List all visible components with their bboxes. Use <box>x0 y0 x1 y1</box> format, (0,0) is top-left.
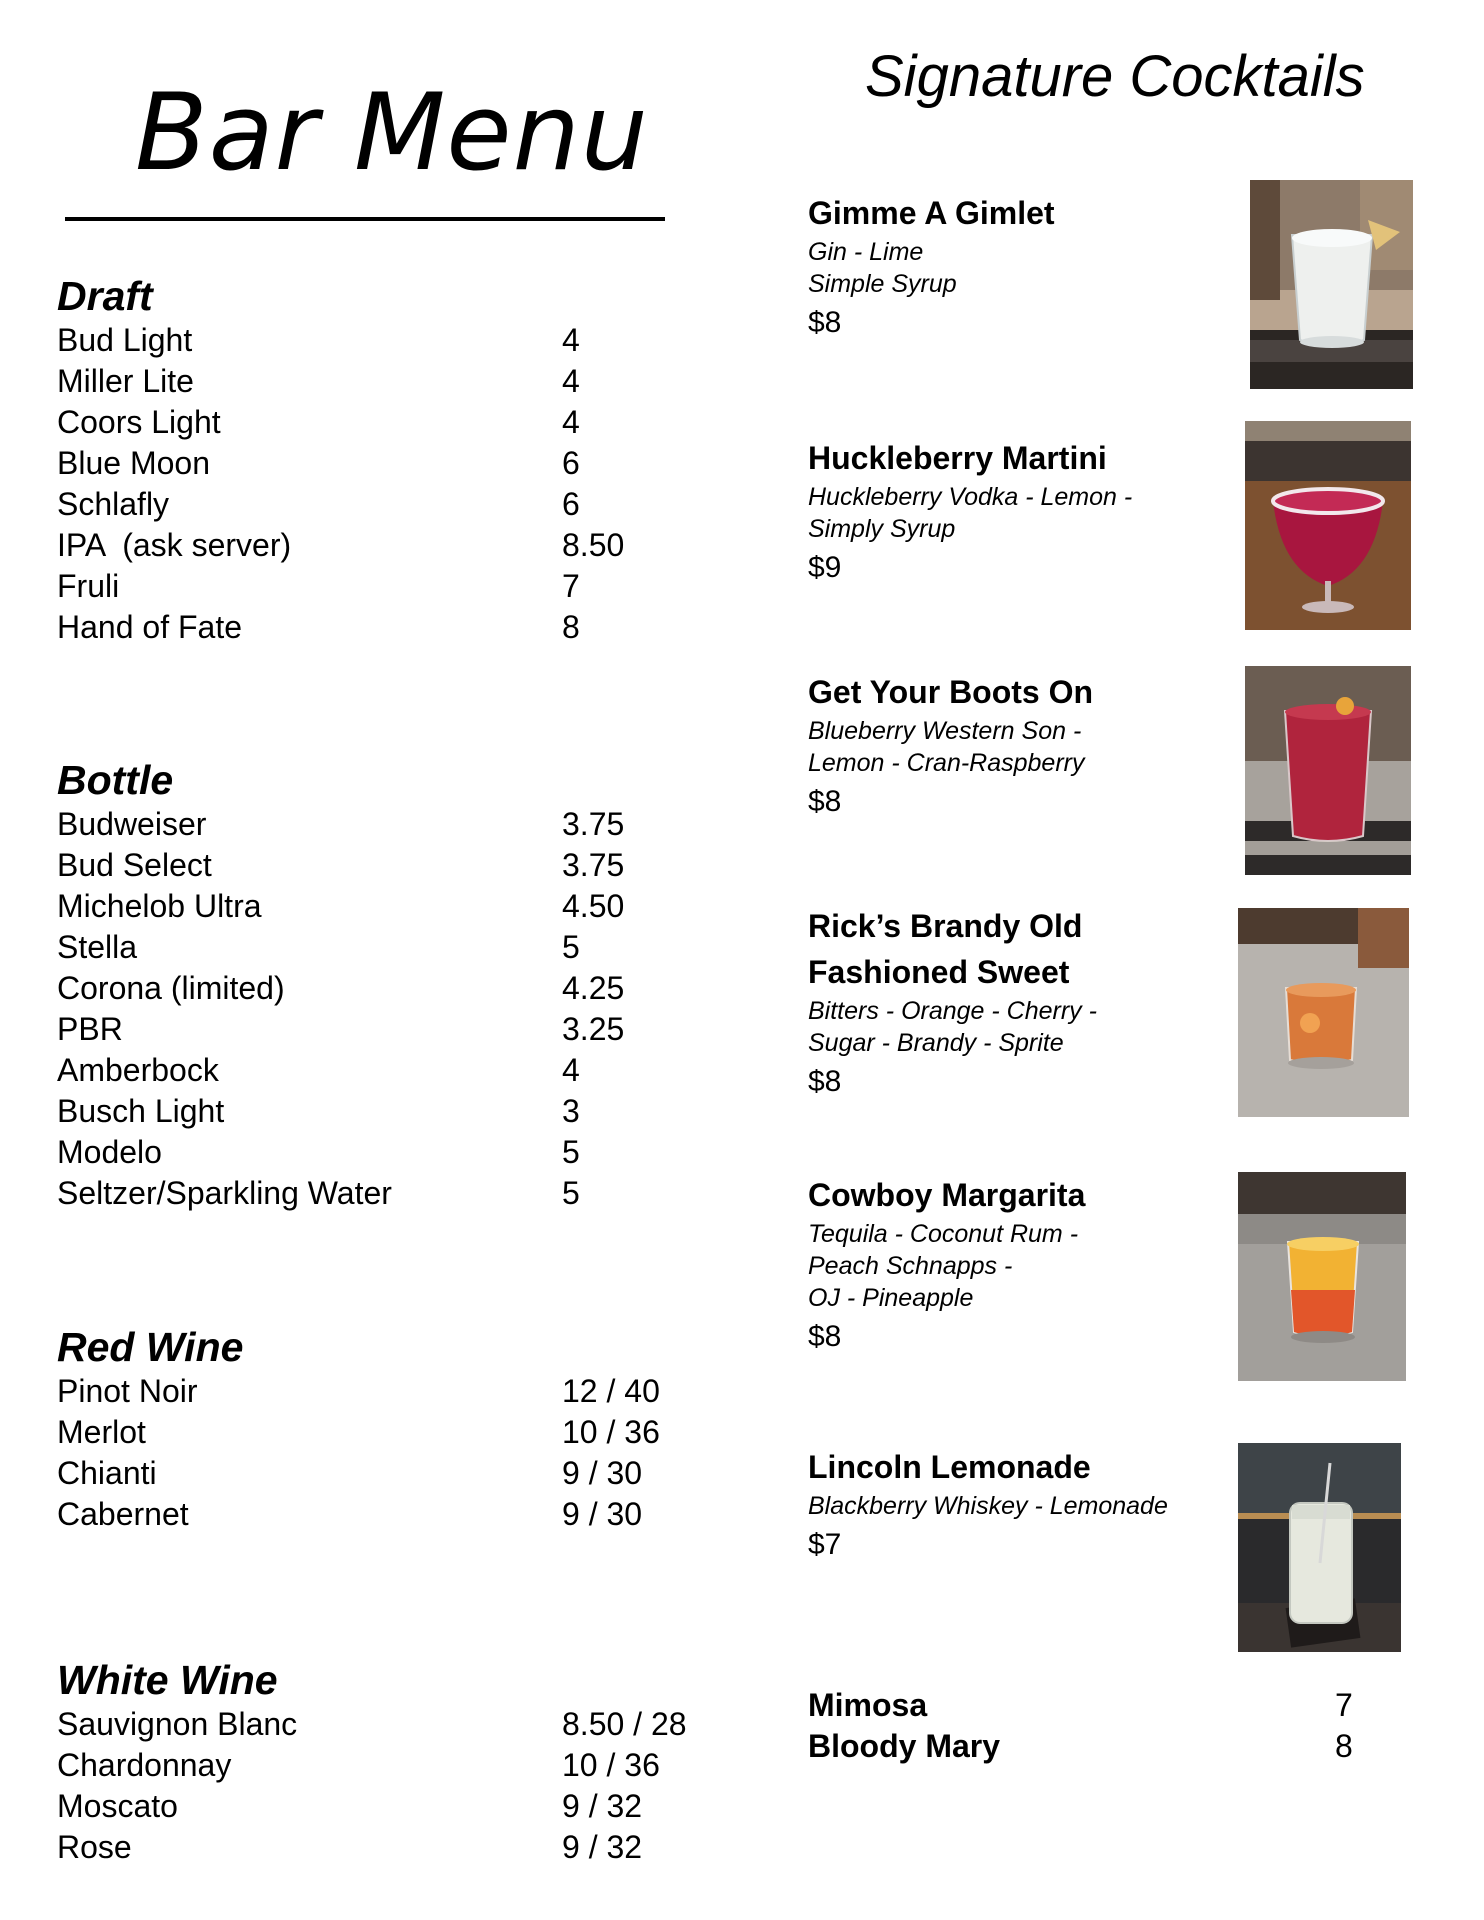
cocktail-item <box>808 1444 1248 1566</box>
item-name: Cabernet <box>57 1496 189 1532</box>
item-name: Corona (limited) <box>57 970 285 1006</box>
list-item <box>57 968 697 1009</box>
cocktail-price: $8 <box>808 1065 842 1098</box>
item-name: Amberbock <box>57 1052 219 1088</box>
list-item <box>57 320 697 361</box>
item-name: Bud Light <box>57 322 193 358</box>
item-price: 8 <box>1335 1728 1353 1764</box>
list-item <box>57 566 697 607</box>
item-name: Blue Moon <box>57 445 210 481</box>
item-name: Mimosa <box>808 1687 928 1723</box>
item-price: 3.25 <box>562 1011 625 1047</box>
item-name: Chardonnay <box>57 1747 232 1783</box>
list-item <box>57 1704 697 1745</box>
item-price: 3.75 <box>562 806 625 842</box>
item-price: 7 <box>562 568 580 604</box>
list-item <box>57 886 697 927</box>
item-name: Moscato <box>57 1788 178 1824</box>
item-price: 10 / 36 <box>562 1414 660 1450</box>
item-price: 9 / 30 <box>562 1455 643 1491</box>
lincoln-lemonade-photo <box>1238 1443 1401 1652</box>
item-price: 9 / 32 <box>562 1788 643 1824</box>
section-heading-draft: Draft <box>57 273 153 319</box>
cocktail-description: Gin - Lime <box>808 238 924 266</box>
item-name: Hand of Fate <box>57 609 242 645</box>
item-name: Budweiser <box>57 806 207 842</box>
list-item <box>57 1786 697 1827</box>
item-price: 12 / 40 <box>562 1373 660 1409</box>
list-item <box>57 402 697 443</box>
item-price: 7 <box>1335 1687 1353 1723</box>
item-price: 9 / 32 <box>562 1829 643 1865</box>
list-item <box>57 1091 697 1132</box>
gimlet-photo <box>1250 180 1413 389</box>
list-item <box>57 1745 697 1786</box>
list-item <box>57 361 697 402</box>
white-wine-section <box>57 1656 697 1868</box>
list-item <box>57 1371 697 1412</box>
item-name: Bud Select <box>57 847 212 883</box>
item-price: 3.75 <box>562 847 625 883</box>
section-heading-bottle: Bottle <box>57 757 174 803</box>
title-divider <box>65 217 665 221</box>
item-name: Merlot <box>57 1414 146 1450</box>
item-price: 4.25 <box>562 970 625 1006</box>
item-name: Seltzer/Sparkling Water <box>57 1175 392 1211</box>
list-item <box>808 1725 1368 1767</box>
item-price: 5 <box>562 1175 580 1211</box>
item-name: Bloody Mary <box>808 1728 1001 1764</box>
list-item <box>57 484 697 525</box>
list-item <box>57 443 697 484</box>
item-name: Sauvignon Blanc <box>57 1706 298 1742</box>
cocktail-description: OJ - Pineapple <box>808 1284 974 1312</box>
item-name: Michelob Ultra <box>57 888 262 924</box>
item-name: Miller Lite <box>57 363 194 399</box>
list-item <box>57 1009 697 1050</box>
item-name: Schlafly <box>57 486 170 522</box>
list-item <box>57 1412 697 1453</box>
cocktail-description: Tequila - Coconut Rum - <box>808 1220 1079 1248</box>
cocktail-description: Bitters - Orange - Cherry - <box>808 997 1097 1025</box>
item-name: Coors Light <box>57 404 221 440</box>
list-item <box>57 1173 697 1214</box>
cocktail-description: Peach Schnapps - <box>808 1252 1013 1280</box>
cocktail-price: $8 <box>808 306 842 339</box>
red-wine-section <box>57 1323 697 1535</box>
bottle-section <box>57 756 697 1214</box>
list-item <box>57 1494 697 1535</box>
item-name: Pinot Noir <box>57 1373 198 1409</box>
item-name: Rose <box>57 1829 132 1865</box>
signature-cocktails-heading: Signature Cocktails <box>865 44 1365 109</box>
item-name: Chianti <box>57 1455 157 1491</box>
section-heading-white-wine: White Wine <box>57 1657 278 1703</box>
list-item <box>57 845 697 886</box>
list-item <box>57 927 697 968</box>
item-price: 8.50 <box>562 527 625 563</box>
list-item <box>808 1684 1368 1726</box>
menu-title: Bar Menu <box>135 71 649 194</box>
cocktail-item <box>808 903 1228 1103</box>
item-name: Fruli <box>57 568 120 604</box>
list-item <box>57 804 697 845</box>
cocktail-name: Cowboy Margarita <box>808 1177 1086 1213</box>
list-item <box>57 1050 697 1091</box>
cocktail-description: Blueberry Western Son - <box>808 717 1082 745</box>
list-item <box>57 525 697 566</box>
item-price: 8 <box>562 609 580 645</box>
cocktail-description: Lemon - Cran-Raspberry <box>808 749 1085 777</box>
old-fashioned-photo <box>1238 908 1409 1117</box>
draft-section <box>57 272 697 648</box>
item-price: 3 <box>562 1093 580 1129</box>
cocktail-description: Sugar - Brandy - Sprite <box>808 1029 1064 1057</box>
item-price: 5 <box>562 929 580 965</box>
cocktail-price: $9 <box>808 551 842 584</box>
item-price: 4 <box>562 322 580 358</box>
item-price: 4 <box>562 1052 580 1088</box>
cocktail-description: Simply Syrup <box>808 515 956 543</box>
huckleberry-martini-photo <box>1245 421 1411 630</box>
cocktail-description: Huckleberry Vodka - Lemon - <box>808 483 1133 511</box>
cocktail-item <box>808 1172 1228 1358</box>
cocktail-name: Lincoln Lemonade <box>808 1449 1091 1485</box>
item-name: Stella <box>57 929 138 965</box>
item-price: 6 <box>562 486 580 522</box>
item-price: 5 <box>562 1134 580 1170</box>
cocktail-name: Rick’s Brandy Old <box>808 908 1083 944</box>
cocktail-description: Blackberry Whiskey - Lemonade <box>808 1492 1168 1520</box>
cocktail-item <box>808 669 1228 823</box>
cocktail-name: Fashioned Sweet <box>808 954 1070 990</box>
item-price: 4 <box>562 363 580 399</box>
item-price: 8.50 / 28 <box>562 1706 687 1742</box>
list-item <box>57 607 697 648</box>
item-name: PBR <box>57 1011 123 1047</box>
cocktail-price: $8 <box>808 785 842 818</box>
cocktail-item <box>808 190 1228 344</box>
item-name: IPA (ask server) <box>57 527 292 563</box>
item-price: 4 <box>562 404 580 440</box>
item-price: 4.50 <box>562 888 625 924</box>
boots-on-photo <box>1245 666 1411 875</box>
list-item <box>57 1827 697 1868</box>
cocktail-name: Get Your Boots On <box>808 674 1094 710</box>
item-price: 9 / 30 <box>562 1496 643 1532</box>
list-item <box>57 1453 697 1494</box>
cowboy-margarita-photo <box>1238 1172 1406 1381</box>
item-name: Busch Light <box>57 1093 225 1129</box>
cocktail-item <box>808 435 1228 589</box>
cocktail-price: $7 <box>808 1528 842 1561</box>
item-price: 6 <box>562 445 580 481</box>
cocktail-name: Gimme A Gimlet <box>808 195 1055 231</box>
list-item <box>57 1132 697 1173</box>
item-price: 10 / 36 <box>562 1747 660 1783</box>
cocktail-description: Simple Syrup <box>808 270 957 298</box>
cocktail-name: Huckleberry Martini <box>808 440 1107 476</box>
cocktail-price: $8 <box>808 1320 842 1353</box>
item-name: Modelo <box>57 1134 162 1170</box>
section-heading-red-wine: Red Wine <box>57 1324 244 1370</box>
